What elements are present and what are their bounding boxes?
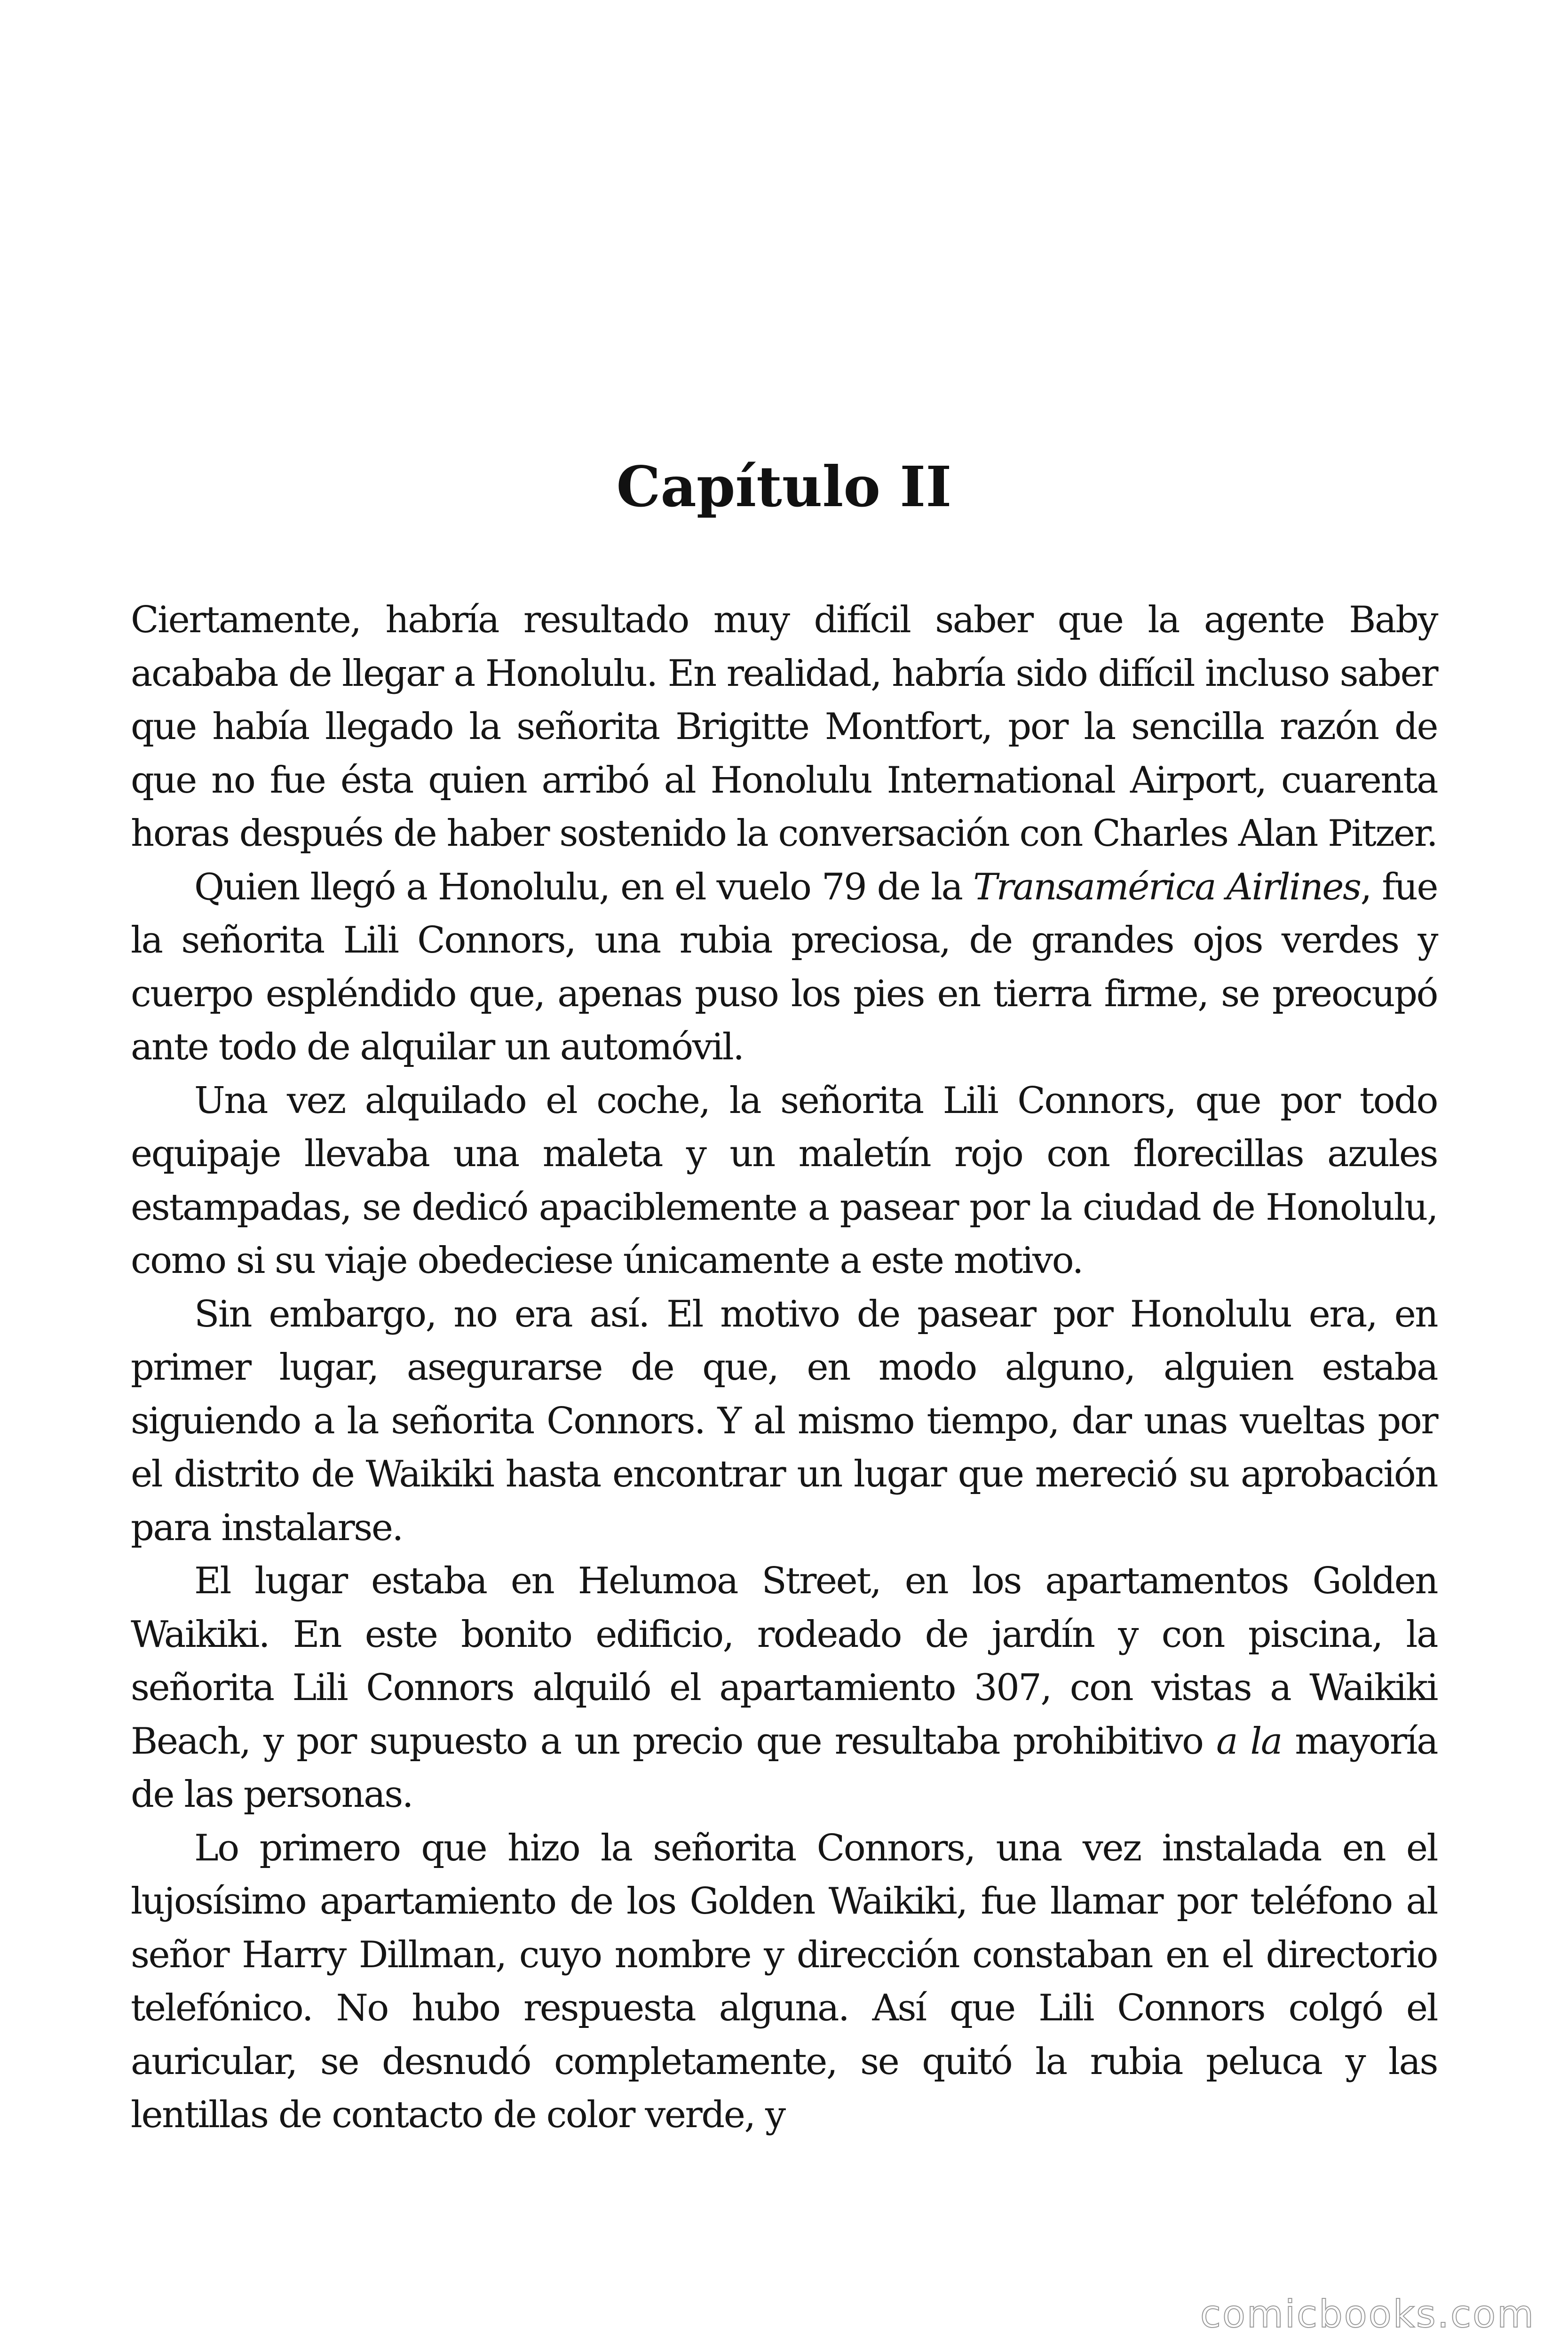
paragraph-4 xyxy=(131,1288,1437,1555)
italic-phrase: a la xyxy=(1216,1720,1282,1763)
paragraph-4-text: Sin embargo, no era así. El motivo de pasear por Honolulu era, en primer lugar, asegurarse de que, en modo alguno, alguien estaba siguiendo a la señorita Connors. Y al mismo tiempo, dar unas vueltas por el distrito de Waikiki hasta encontrar un lugar que mereció su aprobación para instalarse. xyxy=(131,1293,1437,1549)
paragraph-2-text-a: Quien llegó a Honolulu, en el vuelo 79 de la xyxy=(194,866,974,908)
paragraph-6-text: Lo primero que hizo la señorita Connors, una vez instalada en el lujosísimo apartamiento de los Golden Waikiki, fue llamar por teléfono al señor Harry Dillman, cuyo nombre y dirección constaban en el directorio telefónico. No hubo respuesta alguna. Así que Lili Connors colgó el auricular, se desnudó completamente, se quitó la rubia peluca y las lentillas de contacto de color verde, y xyxy=(131,1827,1437,2136)
chapter-title: Capítulo II xyxy=(616,454,952,519)
watermark: comicbooks.com xyxy=(1200,2292,1535,2336)
airline-name: Transamérica Airlines xyxy=(973,866,1361,908)
paragraph-3-text: Una vez alquilado el coche, la señorita Lili Connors, que por todo equipaje llevaba una maleta y un maletín rojo con florecillas azules estampadas, se dedicó apaciblemente a pasear por la ciudad de Honolulu, como si su viaje obedeciese únicamente a este motivo. xyxy=(131,1079,1437,1282)
chapter-body xyxy=(131,594,1437,2142)
paragraph-1 xyxy=(131,594,1437,861)
paragraph-2-text-b: , fue la señorita Lili Connors, una rubia preciosa, de grandes ojos verdes y cuerpo espléndido que, apenas puso los pies en tierra firme, se preocupó ante todo de alquilar un automóvil. xyxy=(131,866,1438,1068)
paragraph-3 xyxy=(131,1074,1437,1288)
paragraph-5 xyxy=(131,1555,1437,1822)
paragraph-2 xyxy=(131,861,1437,1074)
paragraph-5-text-a: El lugar estaba en Helumoa Street, en los apartamentos Golden Waikiki. En este bonito edificio, rodeado de jardín y con piscina, la señorita Lili Connors alquiló el apartamiento 307, con vistas a Waikiki Beach, y por supuesto a un precio que resultaba prohibitivo xyxy=(131,1560,1437,1763)
paragraph-1-text: Ciertamente, habría resultado muy difícil saber que la agente Baby acababa de llegar a Honolulu. En realidad, habría sido difícil incluso saber que había llegado la señorita Brigitte Montfort, por la sencilla razón de que no fue ésta quien arribó al Honolulu International Airport, cuarenta horas después de haber sostenido la conversación con Charles Alan Pitzer. xyxy=(131,599,1437,855)
paragraph-6 xyxy=(131,1822,1437,2142)
paragraph-5-text-b: mayoría de las personas. xyxy=(131,1720,1438,1816)
